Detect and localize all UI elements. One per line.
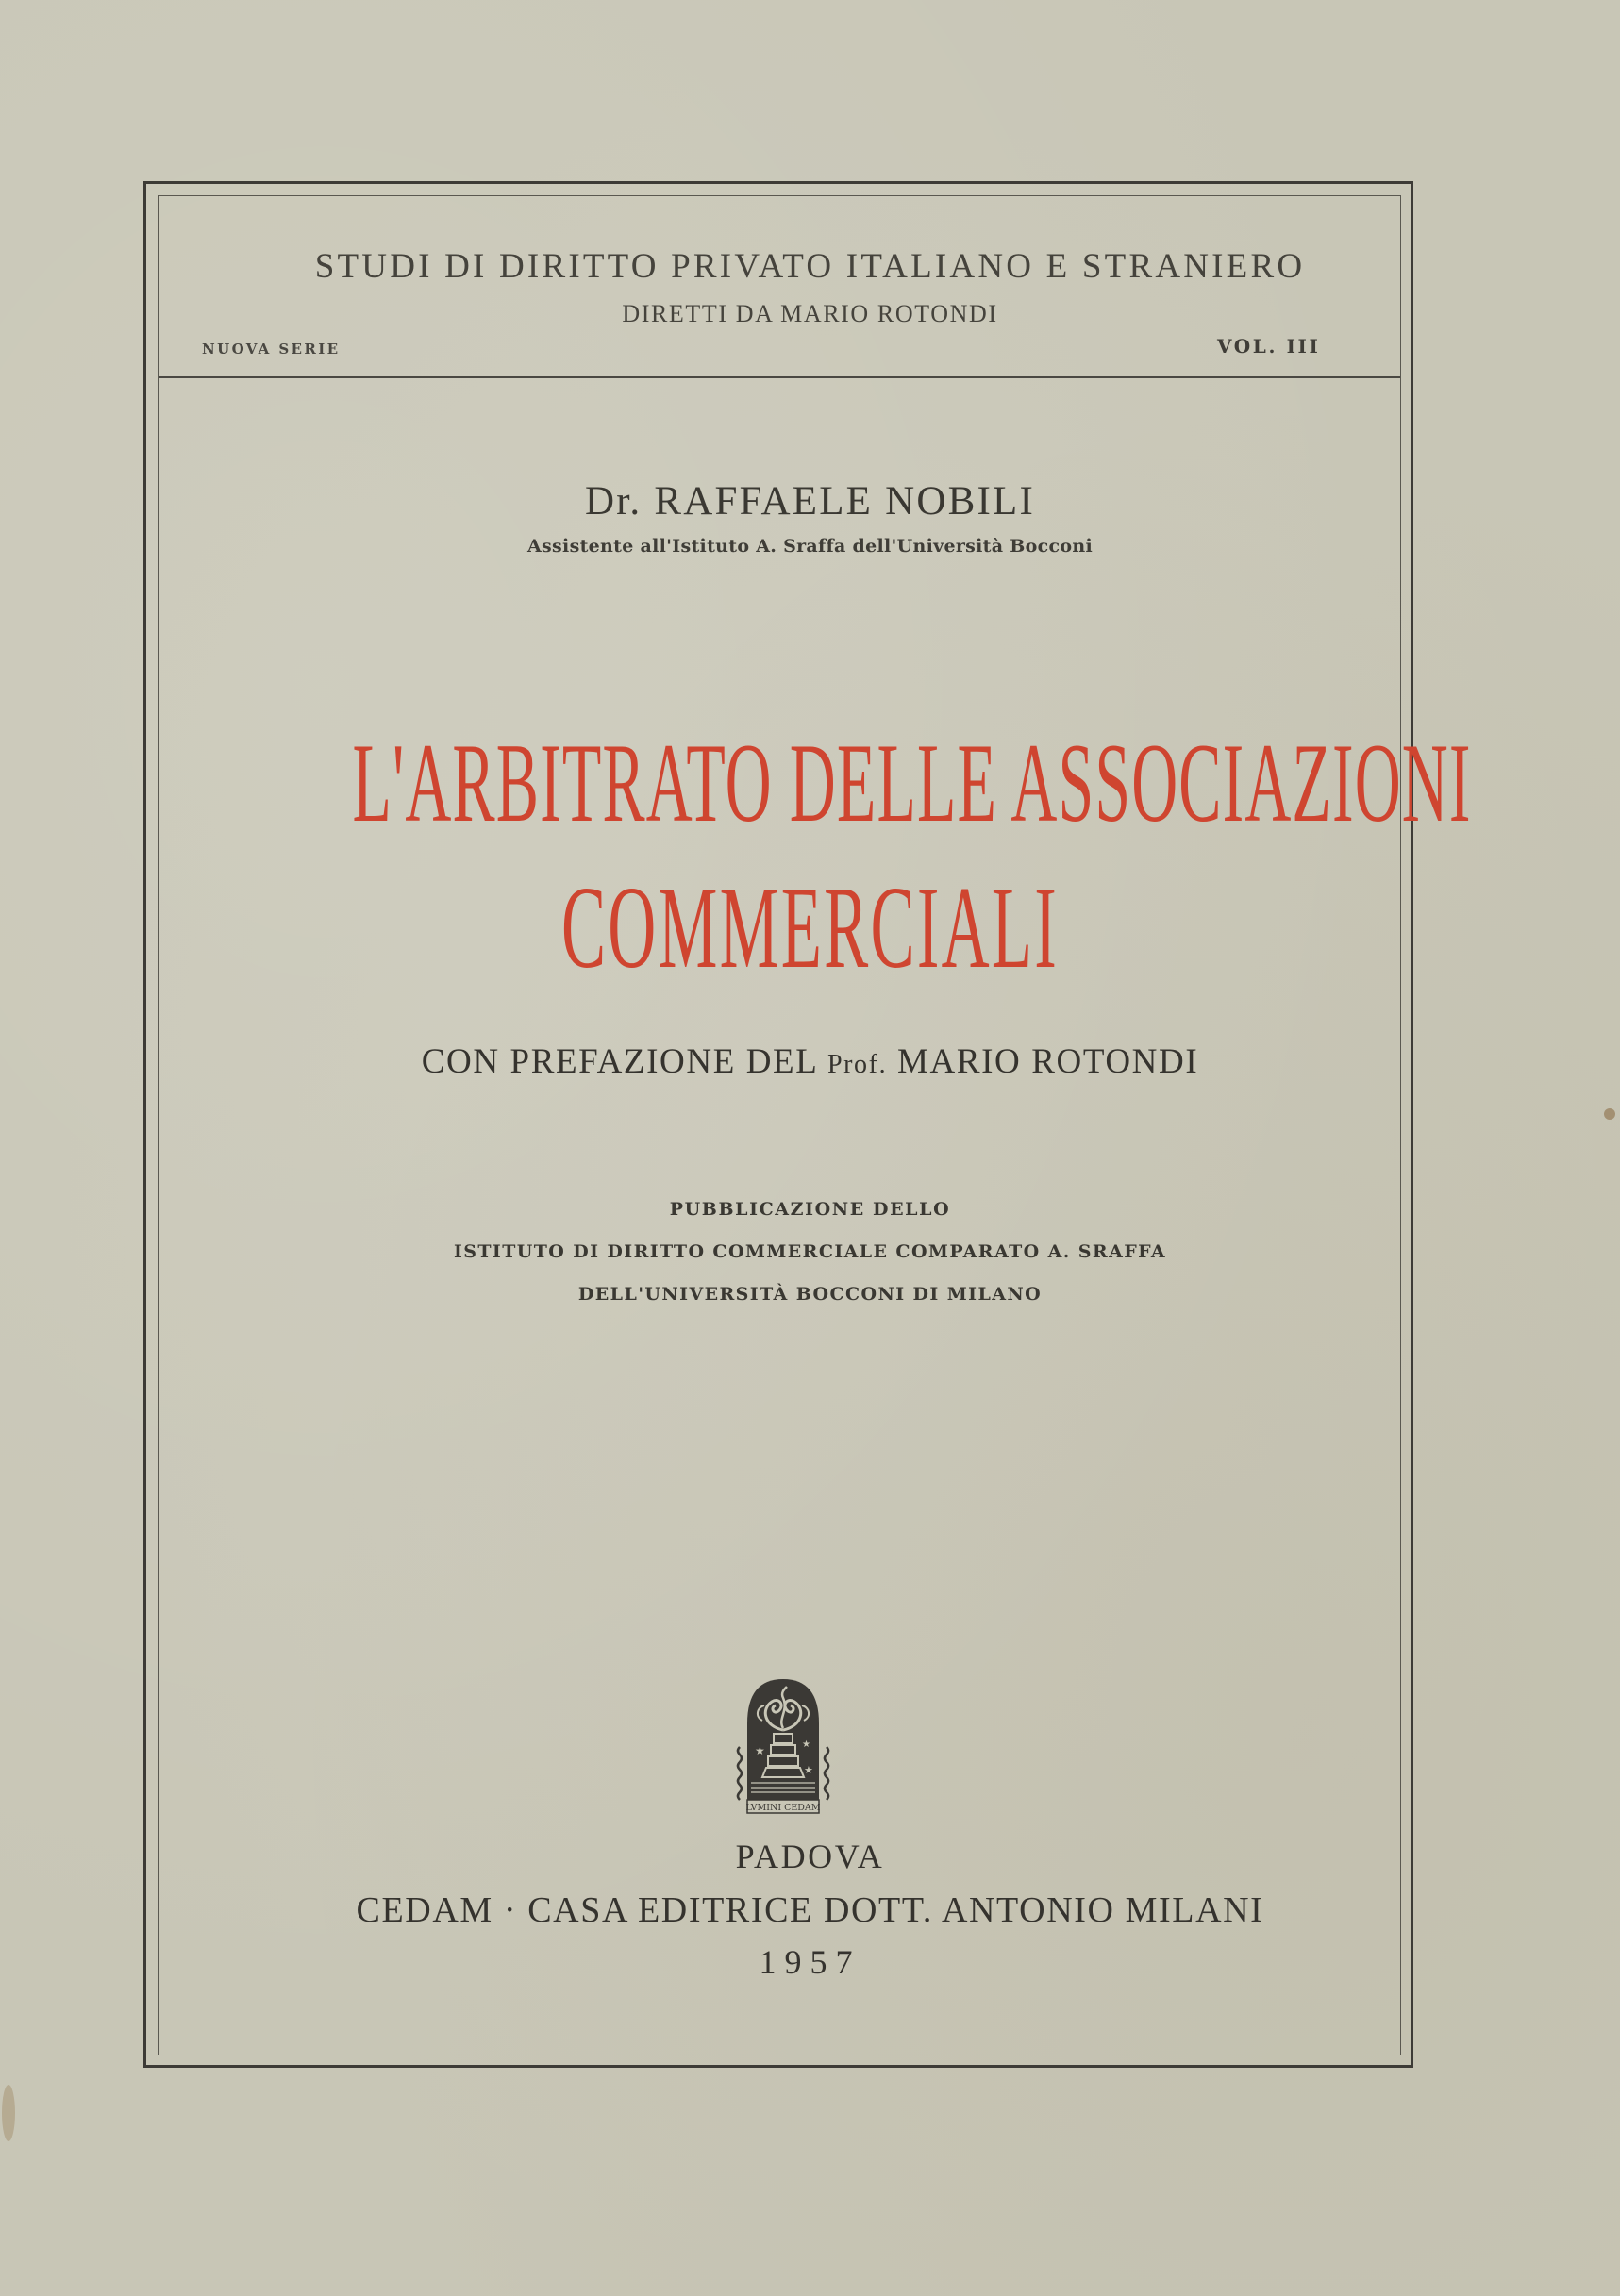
imprint-year: 1957 [759,1943,861,1981]
author-name: Dr. RAFFAELE NOBILI [585,479,1035,524]
preface-name: MARIO ROTONDI [887,1042,1199,1081]
foxing-stain [2,2085,15,2141]
imprint-publisher: CEDAM · CASA EDITRICE DOTT. ANTONIO MILANI [356,1890,1264,1930]
svg-text:★: ★ [804,1764,813,1776]
preface-prefix: CON PREFAZIONE DEL [421,1042,827,1081]
header-divider [159,376,1400,378]
foxing-stain [1604,1108,1615,1120]
svg-text:★: ★ [802,1739,810,1750]
publication-line-1: PUBBLICAZIONE DELLO [669,1199,951,1220]
author-affiliation: Assistente all'Istituto A. Sraffa dell'Università Bocconi [527,536,1093,557]
imprint-city: PADOVA [735,1838,885,1875]
series-editors: DIRETTI DA MARIO ROTONDI [622,300,998,327]
volume-number: VOL. III [1217,335,1321,358]
cedam-lamp-emblem-icon [726,1672,840,1819]
svg-text:★: ★ [755,1744,765,1757]
book-title-line-1: L'ARBITRATO DELLE ASSOCIAZIONI [352,720,1472,845]
preface-honorific: Prof. [827,1050,888,1079]
publication-line-3: DELL'UNIVERSITÀ BOCCONI DI MILANO [577,1284,1043,1305]
publication-line-2: ISTITUTO DI DIRITTO COMMERCIALE COMPARATO A. SRAFFA [453,1241,1167,1262]
series-label: NUOVA SERIE [202,341,341,358]
book-title-line-2: COMMERCIALI [560,863,1060,993]
emblem-motto: LVMINI CEDAM [745,1803,821,1813]
preface-credit [0,1044,1620,1079]
series-title: STUDI DI DIRITTO PRIVATO ITALIANO E STRANIERO [314,247,1306,286]
